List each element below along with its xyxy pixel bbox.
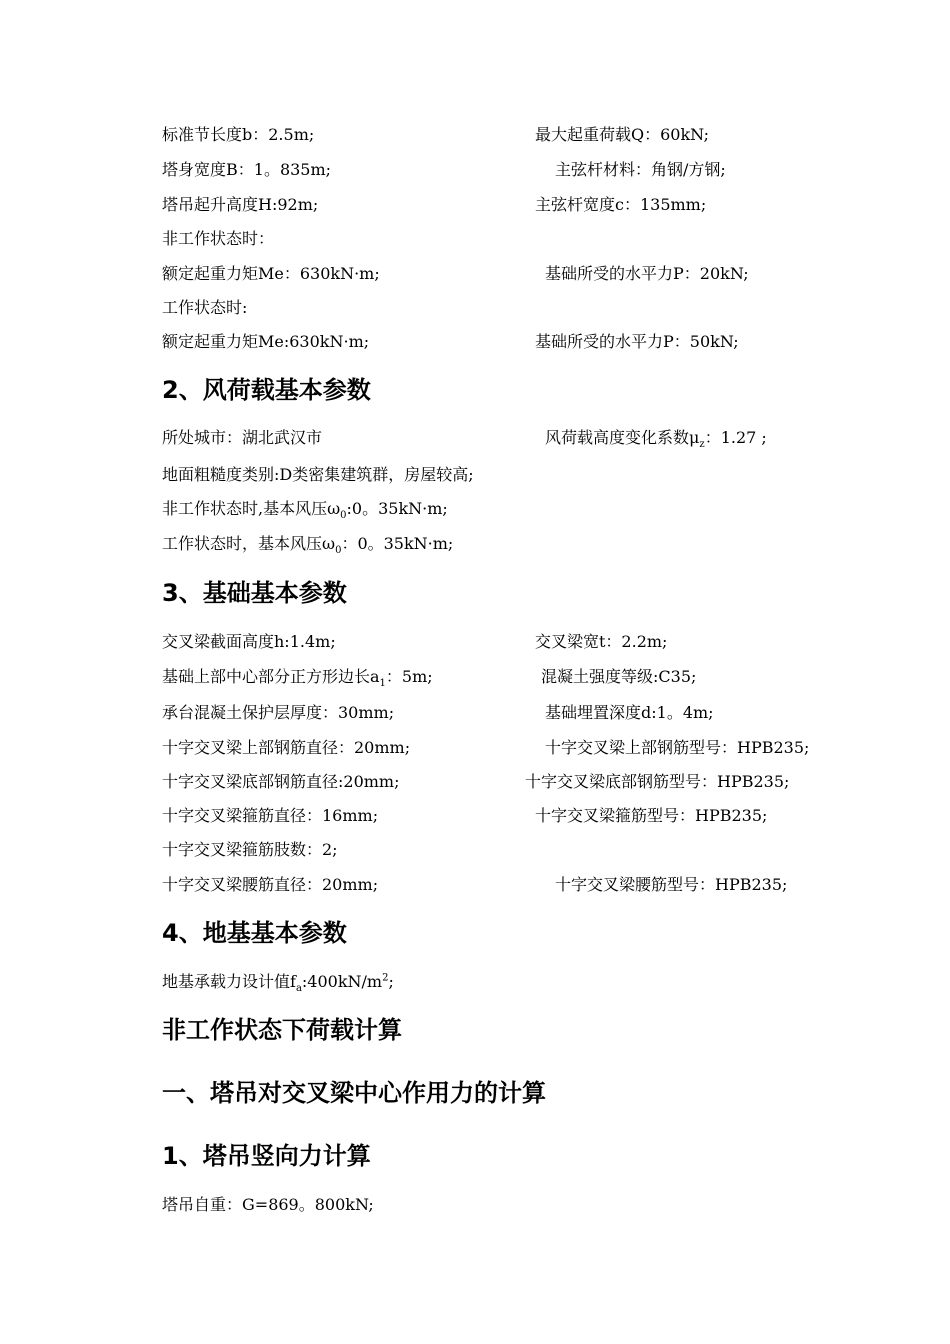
concrete-grade: 混凝土强度等级:C35; [541, 667, 697, 686]
stirrup-legs: 十字交叉梁箍筋肢数：2; [162, 840, 338, 859]
section4-heading: 4、地基基本参数 [162, 919, 347, 947]
main-chord-material: 主弦杆材料：角钢/方钢; [555, 160, 726, 179]
beam-width: 交叉梁宽t：2.2m; [535, 632, 668, 651]
beam-section-height: 交叉梁截面高度h:1.4m; [162, 632, 336, 651]
wind-height-coefficient: 风荷载高度变化系数$\mu_z$：1.27 ; [545, 428, 767, 451]
bottom-rebar-type: 十字交叉梁底部钢筋型号：HPB235; [525, 772, 790, 791]
bearing-capacity: 地基承载力设计值$f_a:400kN/m^2$; [162, 972, 394, 995]
working-title: 工作状态时: [162, 298, 248, 317]
ground-roughness: 地面粗糙度类别:D类密集建筑群，房屋较高; [162, 465, 474, 484]
waist-rebar-type: 十字交叉梁腰筋型号：HPB235; [555, 875, 788, 894]
stirrup-diameter: 十字交叉梁箍筋直径：16mm; [162, 806, 379, 825]
calc-main-heading: 非工作状态下荷载计算 [162, 1016, 402, 1044]
stirrup-type: 十字交叉梁箍筋型号：HPB235; [535, 806, 768, 825]
section3-heading: 3、基础基本参数 [162, 579, 347, 607]
w-rated-moment: 额定起重力矩Me:630kN·m; [162, 332, 370, 351]
nw-rated-moment: 额定起重力矩Me：630kN·m; [162, 264, 380, 283]
w-horizontal-force: 基础所受的水平力P：50kN; [535, 332, 739, 351]
vertical-force-heading: 1、塔吊竖向力计算 [162, 1142, 371, 1170]
top-rebar-diameter: 十字交叉梁上部钢筋直径：20mm; [162, 738, 411, 757]
nw-horizontal-force: 基础所受的水平力P：20kN; [545, 264, 749, 283]
bottom-rebar-diameter: 十字交叉梁底部钢筋直径:20mm; [162, 772, 400, 791]
tower-self-weight: 塔吊自重：G=869。800kN; [162, 1195, 374, 1214]
main-chord-width: 主弦杆宽度c：135mm; [535, 195, 707, 214]
max-lifting-load: 最大起重荷载Q：60kN; [535, 125, 709, 144]
center-square-side: 基础上部中心部分正方形边长$a_1$：5m; [162, 667, 433, 690]
std-section-length: 标准节长度b：2.5m; [162, 125, 315, 144]
section2-heading: 2、风荷载基本参数 [162, 376, 371, 404]
nw-wind-pressure: 非工作状态时,基本风压$\omega_0:0$。35kN·m; [162, 499, 448, 522]
w-wind-pressure: 工作状态时，基本风压$\omega_0$：0。35kN·m; [162, 534, 454, 557]
top-rebar-type: 十字交叉梁上部钢筋型号：HPB235; [545, 738, 810, 757]
city: 所处城市：湖北武汉市 [162, 428, 323, 447]
embed-depth: 基础埋置深度d:1。4m; [545, 703, 714, 722]
lifting-height: 塔吊起升高度H:92m; [162, 195, 319, 214]
tower-width: 塔身宽度B：1。835m; [162, 160, 332, 179]
non-working-title: 非工作状态时： [162, 229, 275, 248]
calc-section-one-heading: 一、塔吊对交叉梁中心作用力的计算 [162, 1079, 546, 1107]
waist-rebar-diameter: 十字交叉梁腰筋直径：20mm; [162, 875, 379, 894]
cover-thickness: 承台混凝土保护层厚度：30mm; [162, 703, 395, 722]
